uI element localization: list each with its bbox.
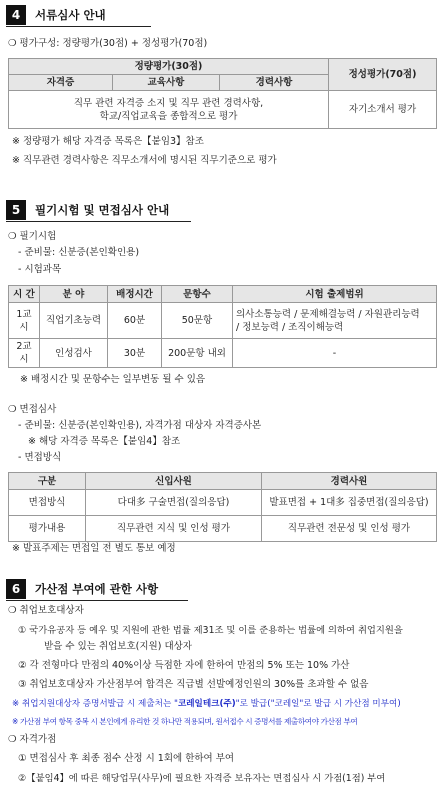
table-row	[9, 339, 437, 368]
s4-note2: ※ 직무관련 경력사항은 직무소개서에 명시된 직무기준으로 평가	[12, 155, 277, 166]
section-5-number: 5	[6, 200, 26, 220]
s6-blue1-a: ※ 취업지원대상자 증명서발급 시 제출처는 "	[12, 699, 178, 709]
s5-interview-prep-note: ※ 해당 자격증 목록은【붙임4】참조	[28, 436, 181, 447]
s6-cert: ❍ 자격가점	[8, 734, 57, 745]
exam-cell-time: 2교시	[9, 339, 40, 368]
exam-cell-time: 1교시	[9, 303, 40, 339]
s5-written: ❍ 필기시험	[8, 231, 57, 242]
interview-cell-new: 다대多 구술면접(질의응답)	[86, 490, 262, 516]
exam-cell-scope	[233, 303, 437, 339]
exam-th-scope: 시험 출제범위	[233, 286, 437, 303]
s5-interview-method: - 면접방식	[18, 452, 62, 463]
exam-table	[8, 285, 437, 368]
td-quant-line2: 학교/직업교육을 종합적으로 평가	[99, 110, 238, 122]
exam-cell-scope: -	[233, 339, 437, 368]
interview-cell-cat: 면접방식	[9, 490, 86, 516]
s6-blue1-company: 코레일테크(주)	[177, 699, 236, 709]
exam-cell-count: 200문항 내외	[162, 339, 233, 368]
s6-blue-note1	[12, 697, 401, 711]
exam-cell-field: 인성검사	[40, 339, 108, 368]
s6-cert2: ②【붙임4】에 따른 해당업무(사무)에 필요한 자격증 보유자는 면접심사 시 가점(1점) 부여	[18, 773, 386, 784]
table-row	[9, 490, 437, 516]
exam-th-duration: 배정시간	[108, 286, 162, 303]
th-career: 경력사항	[220, 75, 329, 91]
section-4-number: 4	[6, 5, 26, 25]
s5-written-subjects: - 시험과목	[18, 264, 62, 275]
section-6-header	[6, 579, 158, 599]
section-5-title: 필기시험 및 면접심사 안내	[35, 203, 170, 217]
s5-interview-note: ※ 발표주제는 면접일 전 별도 통보 예정	[12, 543, 176, 554]
exam-th-time: 시 간	[9, 286, 40, 303]
exam-cell-field: 직업기초능력	[40, 303, 108, 339]
exam-th-field: 분 야	[40, 286, 108, 303]
s6-blue-note2: ※ 가산점 부여 항목 중복 시 본인에게 유리한 것 하나만 적용되며, 원서접수 시 증명서를 제출하여야 가산점 부여	[12, 717, 358, 726]
s5-interview: ❍ 면접심사	[8, 404, 57, 415]
th-qual: 정성평가(70점)	[329, 59, 437, 91]
s5-written-prep: - 준비물: 신분증(본인확인용)	[18, 247, 140, 258]
interview-cell-cat: 평가내용	[9, 516, 86, 542]
exam-cell-duration: 30분	[108, 339, 162, 368]
section-4-rule	[6, 26, 151, 27]
exam-th-count: 문항수	[162, 286, 233, 303]
s6-blue1-c: "로 발급("코레일"로 발급 시 가산점 미부여)	[235, 699, 401, 709]
td-quant-desc	[9, 91, 329, 129]
interview-th-new: 신입사원	[86, 473, 262, 490]
table-row	[9, 303, 437, 339]
interview-th-exp: 경력사원	[262, 473, 437, 490]
interview-cell-exp: 발표면접 + 1대多 집중면접(질의응답)	[262, 490, 437, 516]
s4-note1: ※ 정량평가 해당 자격증 목록은【붙임3】참조	[12, 136, 204, 147]
s5-interview-prep: - 준비물: 신분증(본인확인용), 자격가점 대상자 자격증사본	[18, 420, 262, 431]
table-row	[9, 516, 437, 542]
th-cert: 자격증	[9, 75, 113, 91]
document-eval-table	[8, 58, 437, 129]
interview-th-cat: 구분	[9, 473, 86, 490]
interview-table	[8, 472, 437, 542]
exam-scope-line1: 의사소통능력 / 문제해결능력 / 자원관리능력	[236, 308, 420, 320]
section-6-rule	[6, 600, 188, 601]
td-qual-desc: 자기소개서 평가	[329, 91, 437, 129]
s6-item1-b: 받을 수 있는 취업보호(지원) 대상자	[44, 641, 192, 652]
exam-cell-count: 50문항	[162, 303, 233, 339]
s6-item3: ③ 취업보호대상자 가산점부여 합격은 직급별 선발예정인원의 30%를 초과할 수 없음	[18, 679, 369, 690]
interview-cell-exp: 직무관련 전문성 및 인성 평가	[262, 516, 437, 542]
th-quant: 정량평가(30점)	[9, 59, 329, 75]
section-5-rule	[6, 221, 191, 222]
s6-cert1: ① 면접심사 후 최종 점수 산정 시 1회에 한하여 부여	[18, 753, 235, 764]
td-quant-line1: 직무 관련 자격증 소지 및 직무 관련 경력사항,	[73, 97, 264, 109]
s6-protect: ❍ 취업보호대상자	[8, 605, 84, 616]
exam-cell-duration: 60분	[108, 303, 162, 339]
s5-exam-note: ※ 배정시간 및 문항수는 일부변동 될 수 있음	[20, 374, 206, 385]
section-5-header	[6, 200, 169, 220]
interview-cell-new: 직무관련 지식 및 인성 평가	[86, 516, 262, 542]
section-6-number: 6	[6, 579, 26, 599]
section-4-header	[6, 5, 106, 25]
s4-composition: ❍ 평가구성: 정량평가(30점) + 정성평가(70점)	[8, 38, 208, 49]
section-6-title: 가산점 부여에 관한 사항	[35, 582, 159, 596]
s6-item1-a: ① 국가유공자 등 예우 및 지원에 관한 법률 제31조 및 이를 준용하는 법률에 의하여 취업지원을	[18, 625, 403, 636]
th-edu: 교육사항	[113, 75, 220, 91]
section-4-title: 서류심사 안내	[35, 8, 106, 22]
exam-scope-line2: / 정보능력 / 조직이해능력	[236, 321, 344, 333]
s6-item2: ② 각 전형마다 만점의 40%이상 득점한 자에 한하여 만점의 5% 또는 10% 가산	[18, 660, 350, 671]
